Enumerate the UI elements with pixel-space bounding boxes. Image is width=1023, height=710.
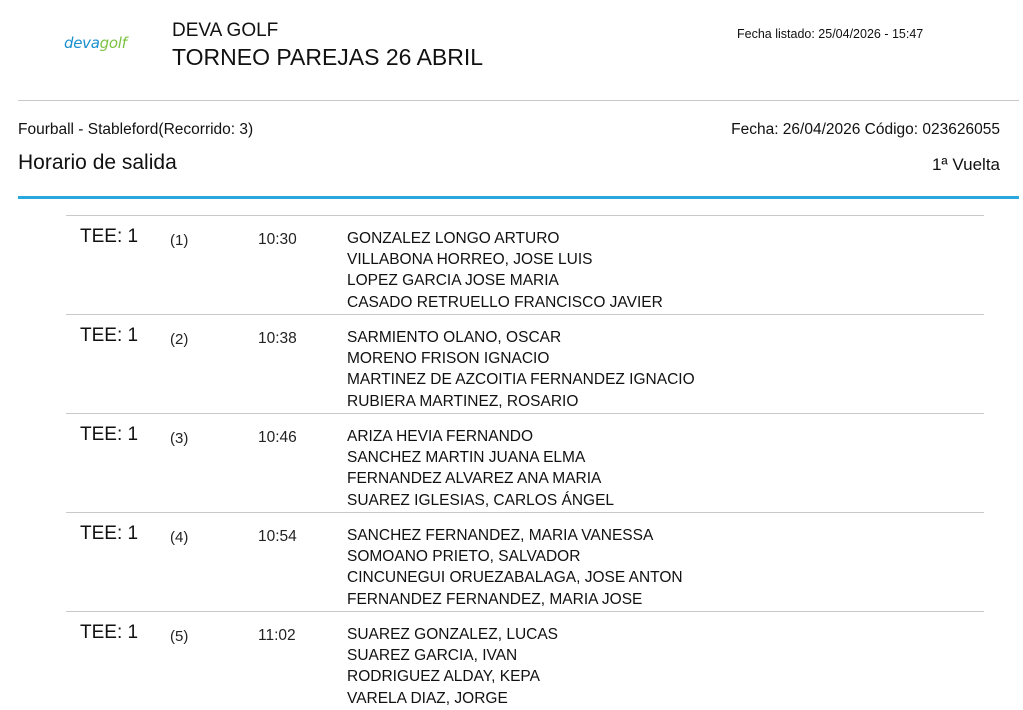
player-name: SANCHEZ FERNANDEZ, MARIA VANESSA	[347, 527, 654, 544]
header-divider	[18, 100, 1019, 101]
player-name: RODRIGUEZ ALDAY, KEPA	[347, 668, 540, 686]
tee-label: TEE: 1	[80, 226, 139, 247]
player-name: VILLABONA HORREO, JOSE LUIS	[347, 251, 593, 269]
player-list	[347, 327, 695, 412]
player-list	[347, 228, 663, 313]
player-name: MORENO FRISON IGNACIO	[347, 350, 550, 368]
section-divider	[18, 196, 1019, 199]
tee-time: 10:46	[258, 429, 297, 446]
player-name: SOMOANO PRIETO, SALVADOR	[347, 548, 581, 566]
player-name: SUAREZ GONZALEZ, LUCAS	[347, 626, 559, 643]
player-name: SARMIENTO OLANO, OSCAR	[347, 329, 562, 346]
tournament-title: TORNEO PAREJAS 26 ABRIL	[172, 44, 484, 70]
group-number: (3)	[170, 430, 189, 447]
tee-group	[66, 314, 984, 413]
player-name: ARIZA HEVIA FERNANDO	[347, 428, 534, 445]
tee-time: 10:54	[258, 528, 297, 545]
section-title: Horario de salida	[18, 151, 177, 174]
club-name: DEVA GOLF	[172, 20, 279, 41]
player-name: FERNANDEZ FERNANDEZ, MARIA JOSE	[347, 590, 643, 608]
competition-format: Fourball - Stableford(Recorrido: 3)	[18, 121, 254, 138]
player-list	[347, 624, 558, 709]
player-name: SUAREZ IGLESIAS, CARLOS ÁNGEL	[347, 491, 615, 509]
player-name: SANCHEZ MARTIN JUANA ELMA	[347, 449, 586, 467]
logo-text-deva: deva	[64, 34, 100, 52]
tee-time: 11:02	[258, 627, 296, 644]
tee-group	[66, 215, 984, 314]
logo-text-golf: golf	[99, 34, 127, 52]
player-name: LOPEZ GARCIA JOSE MARIA	[347, 272, 559, 290]
player-name: RUBIERA MARTINEZ, ROSARIO	[347, 392, 579, 410]
round-label: 1ª Vuelta	[931, 155, 1000, 174]
tee-label: TEE: 1	[80, 424, 139, 445]
player-name: FERNANDEZ ALVAREZ ANA MARIA	[347, 470, 602, 488]
tee-time: 10:30	[258, 231, 297, 248]
group-number: (4)	[170, 529, 189, 546]
player-list	[347, 426, 614, 511]
tee-group	[66, 413, 984, 512]
player-name: CASADO RETRUELLO FRANCISCO JAVIER	[347, 293, 663, 311]
tee-label: TEE: 1	[80, 622, 139, 643]
tee-label: TEE: 1	[80, 523, 139, 544]
date-and-code: Fecha: 26/04/2026 Código: 023626055	[731, 121, 1000, 138]
group-number: (2)	[170, 331, 189, 348]
tee-label: TEE: 1	[80, 325, 139, 346]
group-number: (1)	[170, 232, 189, 249]
deva-golf-logo	[64, 34, 127, 52]
player-name: VARELA DIAZ, JORGE	[347, 689, 508, 707]
tee-group	[66, 512, 984, 611]
tee-group	[66, 611, 984, 710]
list-date: Fecha listado: 25/04/2026 - 15:47	[737, 27, 924, 41]
player-list	[347, 525, 683, 610]
player-name: CINCUNEGUI ORUEZABALAGA, JOSE ANTON	[347, 569, 683, 587]
group-number: (5)	[170, 628, 189, 645]
player-name: MARTINEZ DE AZCOITIA FERNANDEZ IGNACIO	[347, 371, 695, 389]
player-name: GONZALEZ LONGO ARTURO	[347, 230, 560, 247]
tee-times-list	[66, 215, 984, 710]
tee-time: 10:38	[258, 330, 297, 347]
player-name: SUAREZ GARCIA, IVAN	[347, 647, 518, 665]
